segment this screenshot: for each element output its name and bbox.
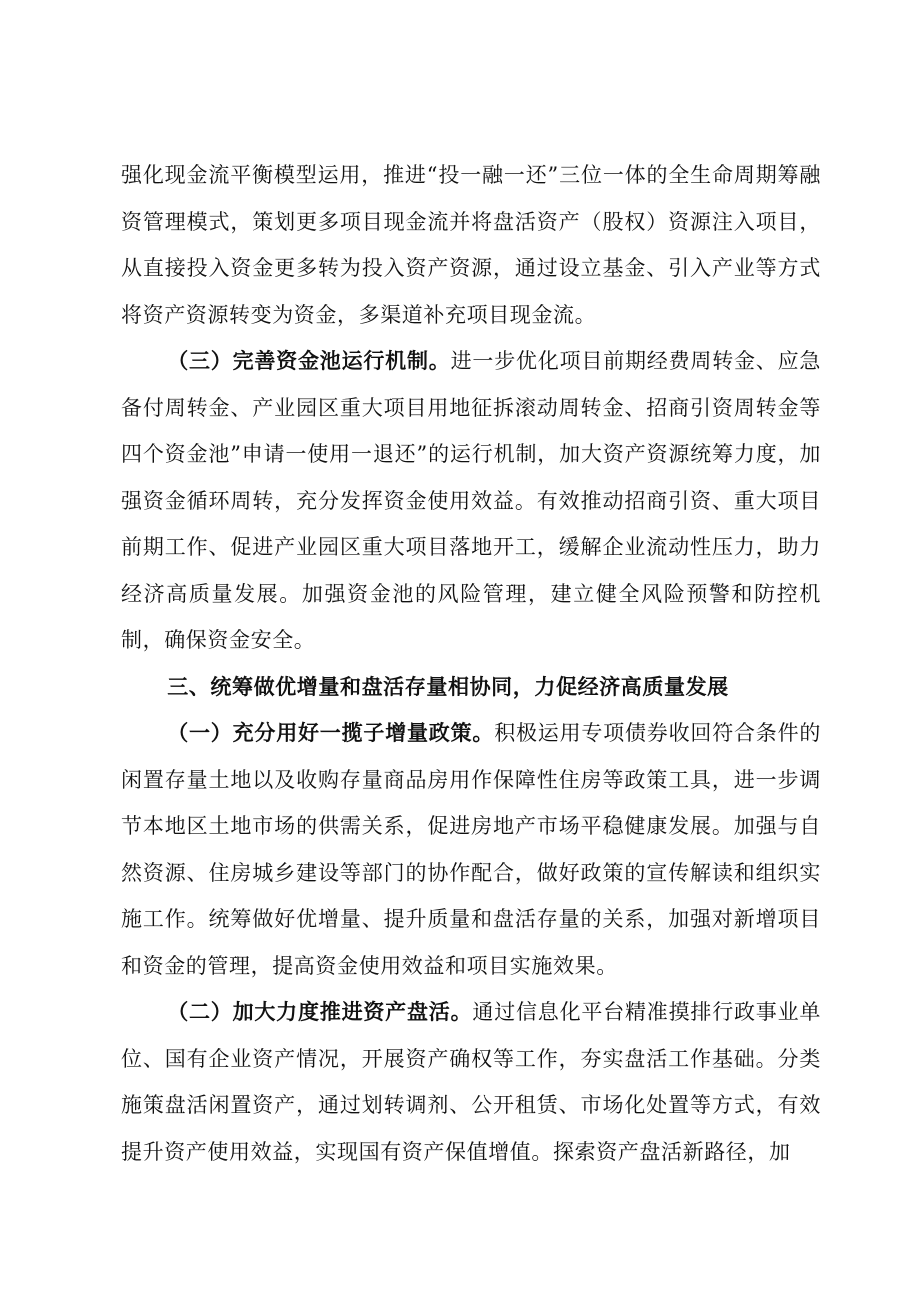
section-heading-fund-pool: （三）完善资金池运行机制。 [167, 348, 451, 373]
paragraph-text: 强化现金流平衡模型运用，推进“投一融一还”三位一体的全生命周期筹融资管理模式，策划更多项目现金流并将盘活资产（股权）资源注入项目，从直接投入资金更多转为投入资产资源，通过设立基金、引入产业等方式将资产资源转变为资金，多渠道补充项目现金流。 [121, 163, 821, 327]
paragraph-fund-pool [121, 338, 821, 664]
paragraph-incremental-policy [121, 710, 821, 989]
section-heading-incremental-policy: （一）充分用好一揽子增量政策。 [167, 720, 495, 745]
paragraph-text: 进一步优化项目前期经费周转金、应急备付周转金、产业园区重大项目用地征拆滚动周转金、招商引资周转金等四个资金池”申请一使用一退还”的运行机制，加大资产资源统筹力度，加强资金循环周转，充分发挥资金使用效益。有效推动招商引资、重大项目前期工作、促进产业园区重大项目落地开工，缓解企业流动性压力，助力经济高质量发展。加强资金池的风险管理，建立健全风险预警和防控机制，确保资金安全。 [121, 349, 821, 652]
paragraph-cashflow [121, 152, 821, 338]
chapter-heading-three: 三、统筹做优增量和盘活存量相协同，力促经济高质量发展 [167, 673, 729, 699]
paragraph-asset-revitalization [121, 989, 821, 1175]
document-body [121, 152, 821, 1175]
paragraph-text: 积极运用专项债券收回符合条件的闲置存量土地以及收购存量商品房用作保障性住房等政策工具，进一步调节本地区土地市场的供需关系，促进房地产市场平稳健康发展。加强与自然资源、住房城乡建设等部门的协作配合，做好政策的宣传解读和组织实施工作。统筹做好优增量、提升质量和盘活存量的关系，加强对新增项目和资金的管理，提高资金使用效益和项目实施效果。 [121, 721, 822, 978]
section-heading-asset-revitalization: （二）加大力度推进资产盘活。 [167, 999, 473, 1024]
paragraph-text: 通过信息化平台精准摸排行政事业单位、国有企业资产情况，开展资产确权等工作，夯实盘活工作基础。分类施策盘活闲置资产，通过划转调剂、公开租赁、市场化处置等方式，有效提升资产使用效益，实现国有资产保值增值。探索资产盘活新路径，加 [121, 1000, 821, 1164]
